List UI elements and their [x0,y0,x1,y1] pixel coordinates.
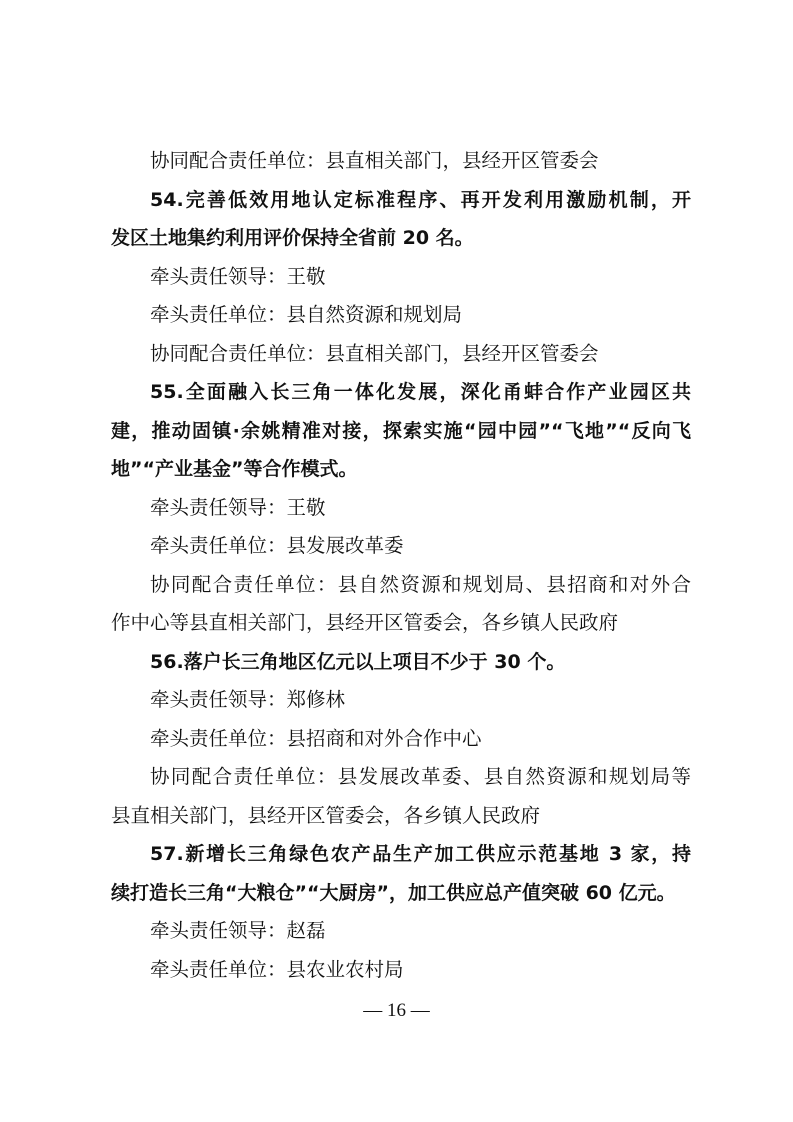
item-57-heading: 57.新增长三角绿色农产品生产加工供应示范基地 3 家，持 [150,843,691,865]
text-line: 县直相关部门，县经开区管委会，各乡镇人民政府 [111,803,541,827]
item-57-heading-cont: 续打造长三角“大粮仓”“大厨房”，加工供应总产值突破 60 亿元。 [111,881,676,904]
page-number: — 16 — [363,1000,430,1021]
text-line: 牵头责任单位：县自然资源和规划局 [150,303,463,326]
text-line: 协同配合责任单位：县发展改革委、县自然资源和规划局等 [150,765,691,788]
text-line: 牵头责任单位：县招商和对外合作中心 [150,726,482,750]
text-line: 作中心等县直相关部门，县经开区管委会，各乡镇人民政府 [111,611,619,634]
text-line: 协同配合责任单位：县直相关部门，县经开区管委会 [150,149,599,172]
text-line: 牵头责任单位：县农业农村局 [150,957,404,981]
text-line: 协同配合责任单位：县直相关部门，县经开区管委会 [150,341,599,365]
item-54-heading-cont: 发区土地集约利用评价保持全省前 20 名。 [111,227,474,249]
text-line: 协同配合责任单位：县自然资源和规划局、县招商和对外合 [150,572,691,596]
item-54-heading: 54.完善低效用地认定标准程序、再开发利用激励机制，开 [150,188,691,211]
text-line: 牵头责任领导：王敬 [150,495,326,519]
text-line: 牵头责任单位：县发展改革委 [150,534,404,557]
text-line: 牵头责任领导：王敬 [150,264,326,288]
item-55-heading-cont: 建，推动固镇·余姚精准对接，探索实施“园中园”“飞地”“反向飞 [111,419,691,442]
item-55-heading: 55.全面融入长三角一体化发展，深化甬蚌合作产业园区共 [150,381,691,403]
text-line: 牵头责任领导：郑修林 [150,688,346,711]
document-body [111,142,691,989]
item-55-heading-cont: 地”“产业基金”等合作模式。 [111,458,358,480]
text-line: 牵头责任领导：赵磊 [150,919,326,942]
item-56-heading: 56.落户长三角地区亿元以上项目不少于 30 个。 [150,650,566,673]
